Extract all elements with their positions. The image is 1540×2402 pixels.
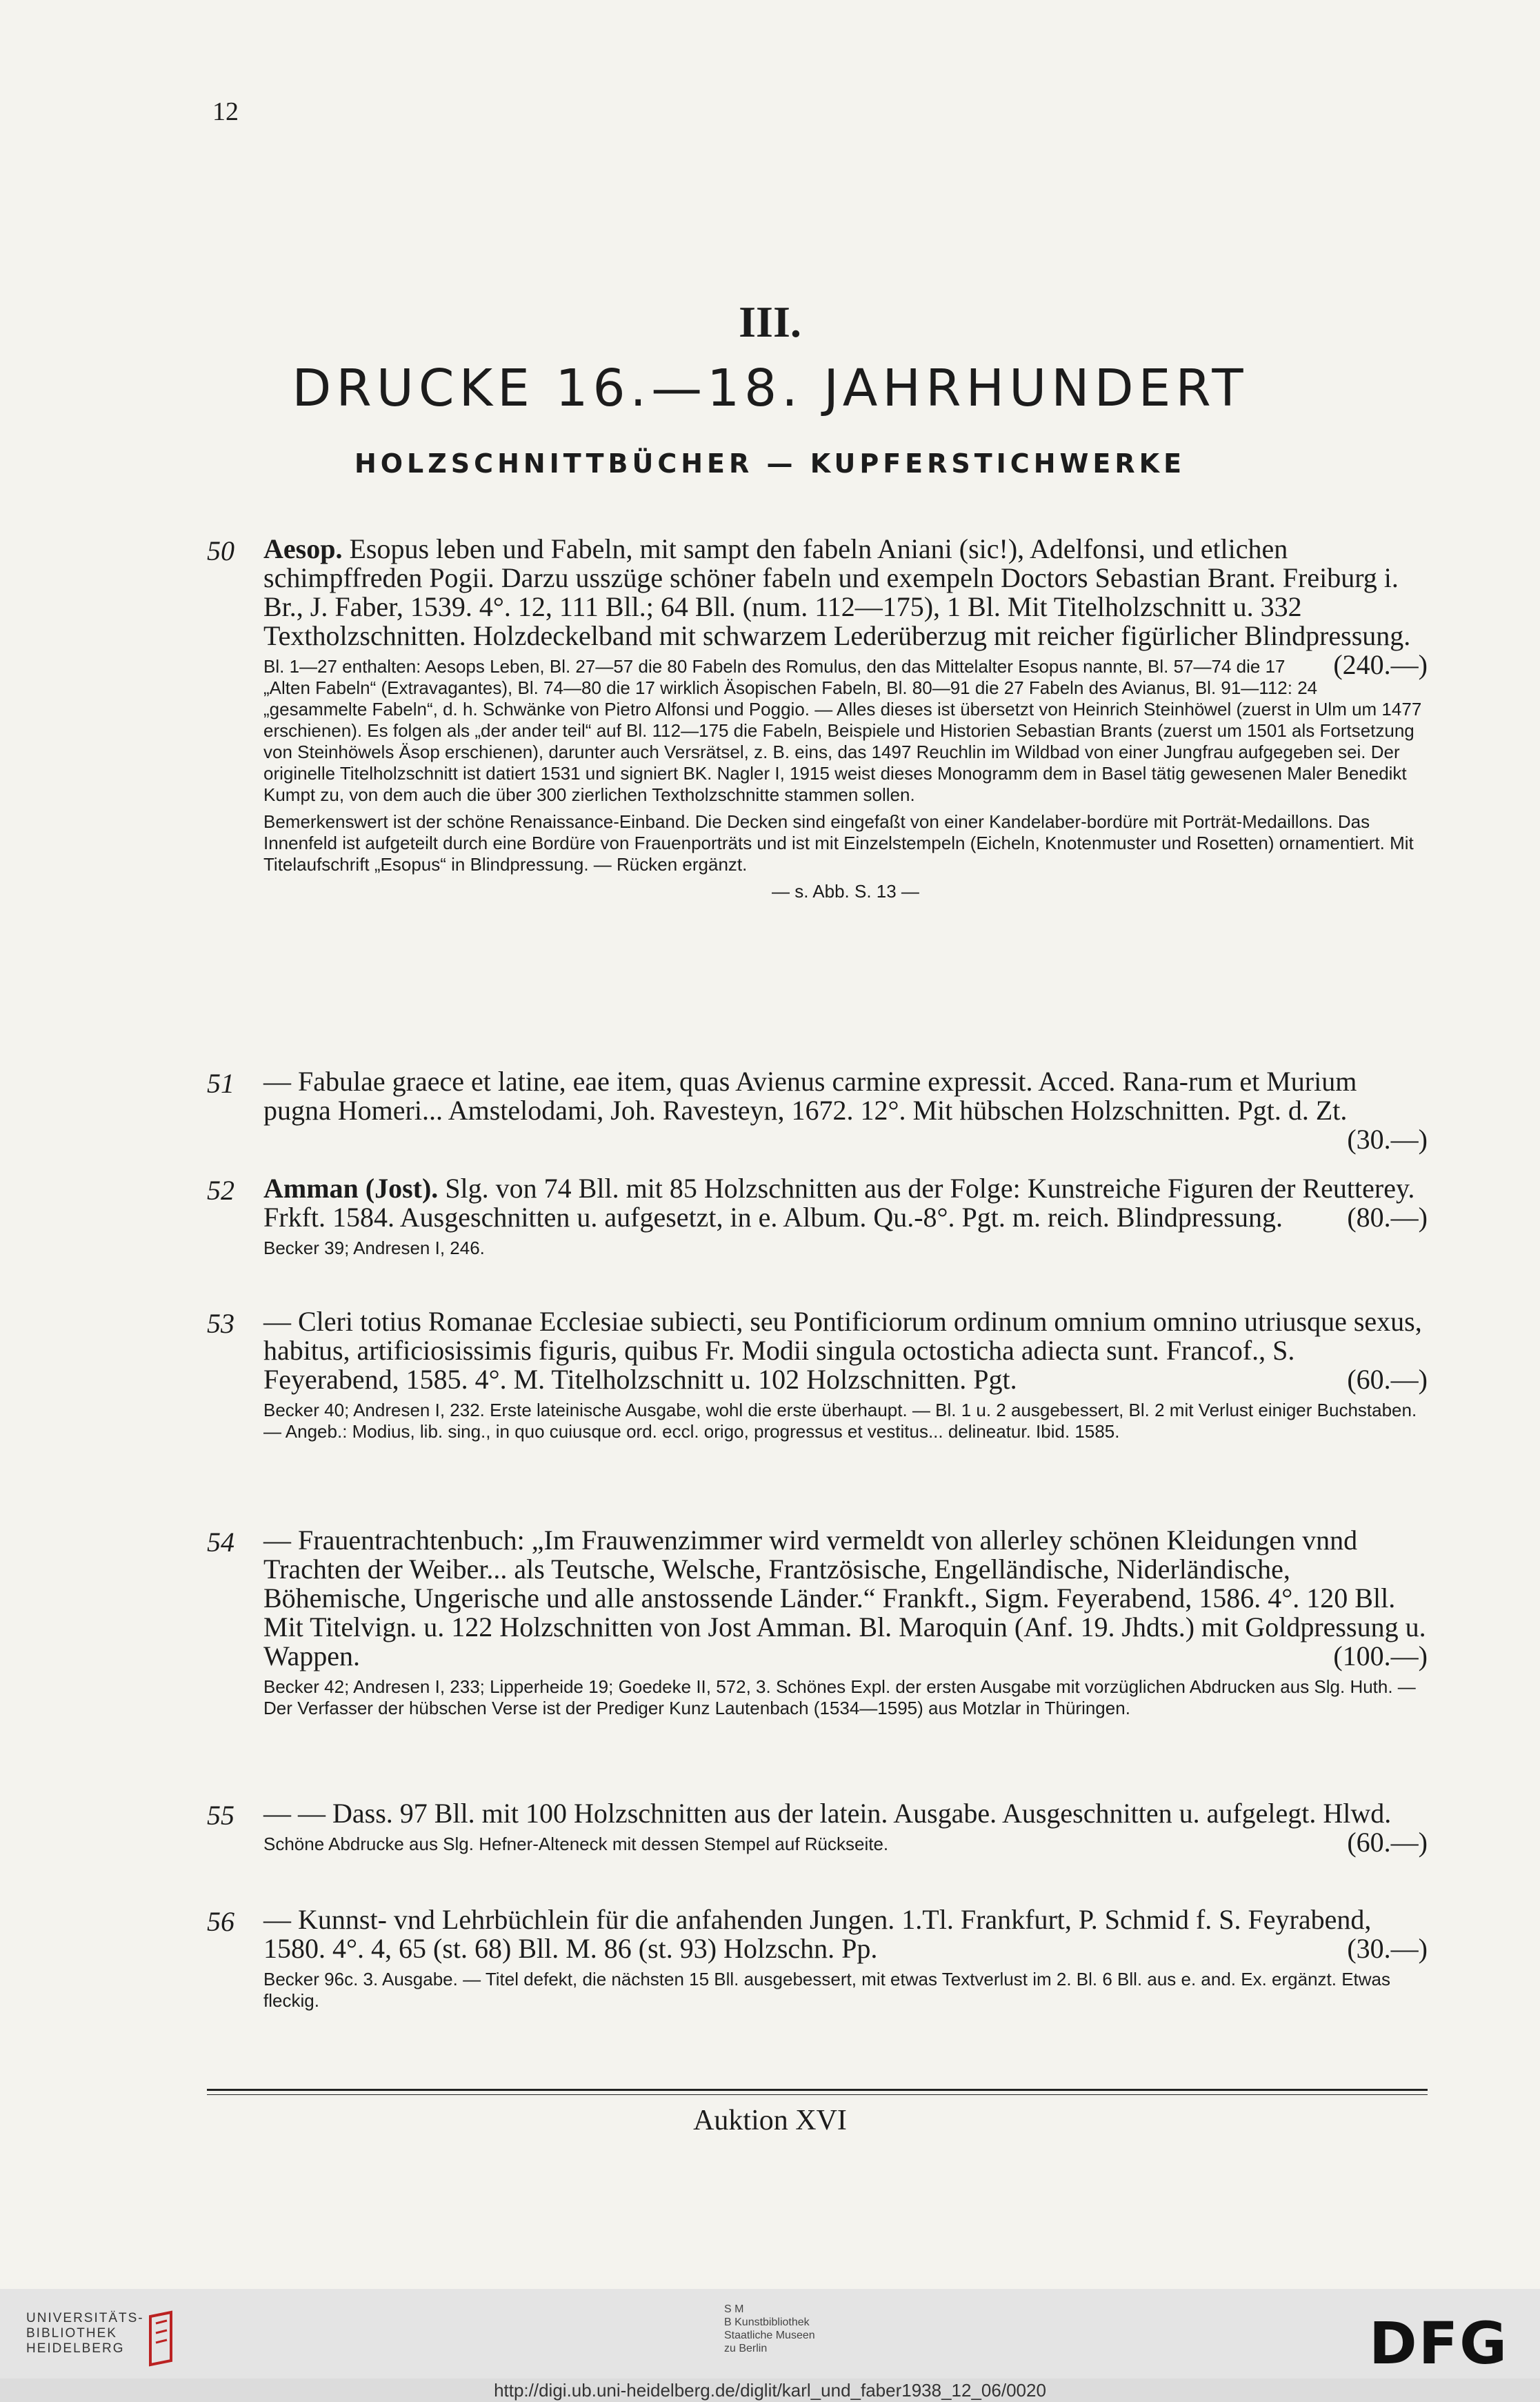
- stamp-line: S M: [724, 2303, 744, 2315]
- lot-price: (80.—): [1347, 1202, 1428, 1233]
- lot-description: [263, 1526, 1428, 1671]
- lot-text: Esopus leben und Fabeln, mit sampt den fabeln Aniani (sic!), Adelfonsi, und etlichen schimpffreden Pogii. Darzu usszüge schöner fabeln und exempeln Doctors Sebastian Brant. Freiburg i. Br., J. Faber, 1539. 4°. 12, 111 Bll.; 64 Bll. (num. 112—175), 1 Bl. Mit Titelholzschnitt u. 332 Textholzschnitten. Holzdeckelband mit schwarzem Lederüberzug mit reicher figürlicher Blindpressung.: [263, 533, 1411, 651]
- lot-text: — Kunnst- vnd Lehrbüchlein für die anfahenden Jungen. 1.Tl. Frankfurt, P. Schmid f. S. Feyrabend, 1580. 4°. 4, 65 (st. 68) Bll. M. 86 (st. 93) Holzschn. Pp.: [263, 1904, 1372, 1964]
- lot-entry-51: [207, 1067, 1428, 1154]
- logo-line: HEIDELBERG: [26, 2341, 125, 2356]
- lot-number: 52: [207, 1175, 234, 1206]
- lot-entry-56: [207, 1905, 1428, 2012]
- lot-note: Bemerkenswert ist der schöne Renaissance-Einband. Die Decken sind eingefaßt von einer Kandelaber-bordüre mit Porträt-Medaillons. Das Innenfeld ist aufgeteilt durch eine Bordüre von Frauenporträts und ist mit Einzelstempeln (Eicheln, Knotenmuster und Rosetten) ornamentiert. Mit Titelaufschrift „Esopus“ in Blindpressung. — Rücken ergänzt.: [263, 811, 1414, 875]
- logo-line: UNIVERSITÄTS-: [26, 2311, 144, 2325]
- lot-entry-55: [207, 1799, 1428, 1857]
- lot-number: 55: [207, 1800, 234, 1831]
- lot-description: [263, 1066, 1428, 1155]
- lot-description: [263, 1307, 1428, 1394]
- logo-line: BIBLIOTHEK: [26, 2326, 117, 2341]
- lot-description: [263, 1905, 1428, 1963]
- page-number: 12: [212, 97, 239, 126]
- lot-description: [263, 1174, 1428, 1232]
- museum-stamp: [724, 2303, 815, 2355]
- lot-note: Becker 40; Andresen I, 232. Erste lateinische Ausgabe, wohl die erste überhaupt. — Bl. 1 u. 2 ausgebessert, Bl. 2 mit Verlust einiger Buchstaben. — Angeb.: Modius, lib. sing., in quo cuiusque ord. eccl. origo, progressus et vestitus... delineatur. Ibid. 1585.: [263, 1400, 1417, 1442]
- figure-reference: — s. Abb. S. 13 —: [772, 881, 919, 902]
- lot-note: Bl. 1—27 enthalten: Aesops Leben, Bl. 27—57 die 80 Fabeln des Romulus, den das Mittelalter Esopus nannte, Bl. 57—74 die 17 „Alten Fabeln“ (Extravagantes), Bl. 74—80 die 17 wirklich Äsopischen Fabeln, Bl. 80—91 die 27 Fabeln des Avianus, Bl. 91—112: 24 „gesammelte Fabeln“, d. h. Schwänke von Pietro Alfonsi und Poggio. — Alles dieses ist übersetzt von Heinrich Steinhöwel (zuerst in Ulm um 1477 erschienen). Es folgen als „der ander teil“ auf Bl. 112—175 die Fabeln, Beispiele und Historien Sebastian Brants (zuerst um 1501 als Fortsetzung von Steinhöwels Äsop erschienen), darunter auch Versrätsel, z. B. eins, das 1497 Reuchlin im Wildbad von einer Jungfrau aufgegeben sei. Der originelle Titelholzschnitt ist datiert 1531 und signiert BK. Nagler I, 1915 weist dieses Monogramm dem in Basel tätig gewesenen Maler Benedikt Kumpt zu, von dem auch die über 300 zierlichen Textholzschnitte stammen sollen.: [263, 656, 1422, 805]
- lot-text: Slg. von 74 Bll. mit 85 Holzschnitten aus der Folge: Kunstreiche Figuren der Reutterey. Frkft. 1584. Ausgeschnitten u. aufgesetzt, in e. Album. Qu.-8°. Pgt. m. reich. Blindpressung.: [263, 1173, 1415, 1233]
- dfg-logo[interactable]: DFG: [1369, 2310, 1509, 2377]
- lot-author: Aesop.: [263, 533, 343, 564]
- lot-price: (60.—): [1347, 1827, 1428, 1858]
- page-title: DRUCKE 16.—18. JAHRHUNDERT: [292, 359, 1248, 418]
- lot-price: (100.—): [1333, 1640, 1428, 1671]
- lot-author: Amman (Jost).: [263, 1173, 439, 1204]
- lot-text: — Cleri totius Romanae Ecclesiae subiecti, seu Pontificiorum ordinum omnium omnino utriusque sexus, habitus, artificiosissimis figuris, quibus Fr. Modii singula octosticha adiecta sunt. Francof., S. Feyerabend, 1585. 4°. M. Titelholzschnitt u. 102 Holzschnitten. Pgt.: [263, 1306, 1422, 1395]
- lot-number: 54: [207, 1527, 234, 1558]
- lot-number: 56: [207, 1906, 234, 1937]
- lot-entry-54: [207, 1526, 1428, 1719]
- lot-number: 53: [207, 1308, 234, 1339]
- lot-price: (30.—): [1347, 1933, 1428, 1964]
- stamp-line: Staatliche Museen: [724, 2330, 815, 2341]
- lot-price: (30.—): [1347, 1124, 1428, 1155]
- lot-text: — Fabulae graece et latine, eae item, quas Avienus carmine expressit. Acced. Rana-rum et Murium pugna Homeri... Amstelodami, Joh. Ravesteyn, 1672. 12°. Mit hübschen Holzschnitten. Pgt. d. Zt.: [263, 1066, 1357, 1126]
- footer-rule: [207, 2089, 1428, 2091]
- lot-entry-50: [207, 535, 1428, 902]
- university-library-logo[interactable]: [26, 2311, 144, 2356]
- page-url[interactable]: http://digi.ub.uni-heidelberg.de/diglit/karl_und_faber1938_12_06/0020: [0, 2379, 1540, 2402]
- stamp-line: B Kunstbibliothek: [724, 2316, 810, 2328]
- lot-number: 50: [207, 535, 234, 566]
- lot-note: Becker 39; Andresen I, 246.: [263, 1238, 485, 1258]
- library-mark-icon: [143, 2310, 185, 2368]
- lot-description: [263, 533, 1428, 680]
- lot-note: Becker 42; Andresen I, 233; Lipperheide 19; Goedeke II, 572, 3. Schönes Expl. der ersten Ausgabe mit vorzüglichen Abdrucken aus Slg. Huth. — Der Verfasser der hübschen Verse ist der Prediger Kunz Lautenbach (1534—1595) aus Motzlar in Thüringen.: [263, 1676, 1416, 1718]
- footer-rule-thin: [207, 2094, 1428, 2095]
- stamp-line: zu Berlin: [724, 2343, 768, 2354]
- lot-text: — — Dass. 97 Bll. mit 100 Holzschnitten aus der latein. Ausgabe. Ausgeschnitten u. aufgelegt. Hlwd.: [263, 1798, 1392, 1829]
- page-footer: Auktion XVI: [693, 2105, 847, 2136]
- lot-number: 51: [207, 1068, 234, 1099]
- lot-text: — Frauentrachtenbuch: „Im Frauwenzimmer wird vermeldt von allerley schönen Kleidungen vnnd Trachten der Weiber... als Teutsche, Welsche, Frantzösische, Engelländische, Niderländische, Böhemische, Ungerische und alle anstossende Länder.“ Frankft., Sigm. Feyerabend, 1586. 4°. 120 Bll. Mit Titelvign. u. 122 Holzschnitten von Jost Amman. Bl. Maroquin (Anf. 19. Jhdts.) mit Goldpressung u. Wappen.: [263, 1525, 1426, 1671]
- page-subtitle: HOLZSCHNITTBÜCHER — KUPFERSTICHWERKE: [354, 448, 1186, 479]
- lot-price: (60.—): [1347, 1364, 1428, 1395]
- lot-entry-53: [207, 1307, 1428, 1442]
- lot-note: Schöne Abdrucke aus Slg. Hefner-Alteneck mit dessen Stempel auf Rückseite.: [263, 1834, 889, 1854]
- lot-note: Becker 96c. 3. Ausgabe. — Titel defekt, die nächsten 15 Bll. ausgebessert, mit etwas Textverlust im 2. Bl. 6 Bll. aus e. and. Ex. ergänzt. Etwas fleckig.: [263, 1969, 1391, 2011]
- lot-price: (240.—): [1333, 649, 1428, 680]
- lot-entry-52: [207, 1174, 1428, 1259]
- section-numeral: III.: [739, 297, 801, 346]
